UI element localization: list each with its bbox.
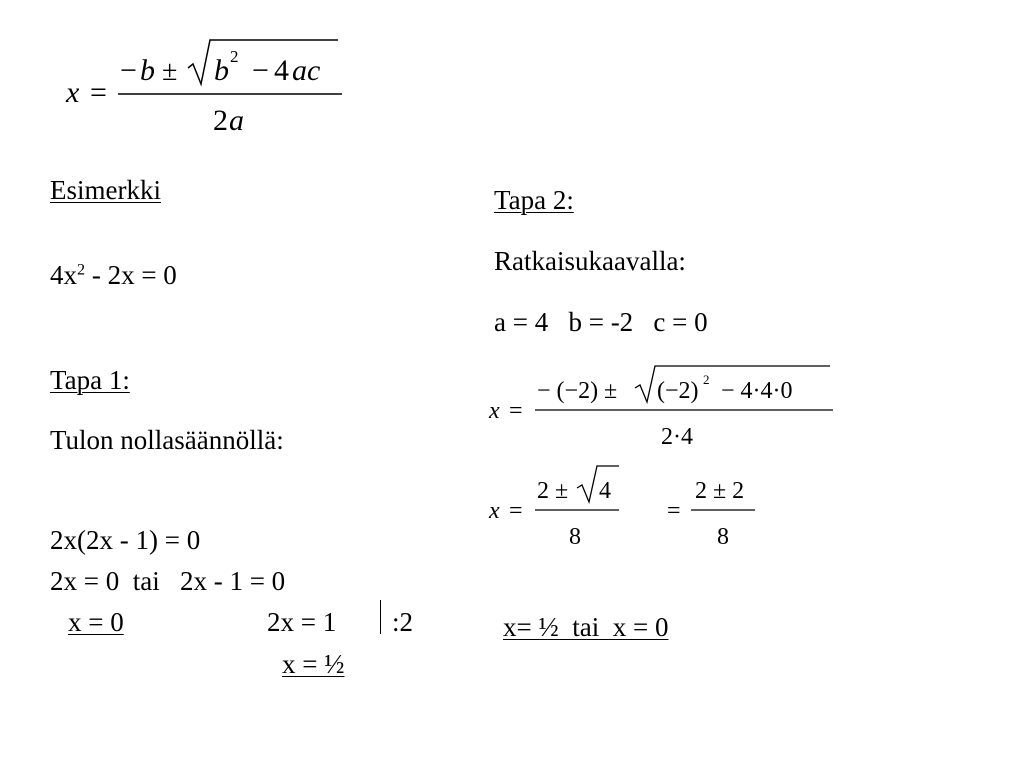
svg-text:2: 2 [703,372,710,387]
method2-heading: Tapa 2: [494,185,574,215]
coefficients: a = 4 b = -2 c = 0 [494,307,708,337]
simplified-formula [485,460,775,555]
svg-text:=: = [509,498,523,524]
svg-text:x: x [489,498,500,524]
svg-text:ac: ac [292,54,321,87]
method1-heading: Tapa 1: [50,365,130,395]
result-x-half: x = ½ [282,649,345,679]
svg-text:2 ± 2: 2 ± 2 [695,478,745,504]
svg-text:− (−2) ±: − (−2) ± [537,378,618,404]
step-2x-equals-1: 2x = 1 [267,607,337,637]
example-equation [50,259,177,291]
divide-by-two: :2 [392,607,414,637]
formula-lhs: x [66,76,80,109]
svg-text:8: 8 [717,524,729,550]
svg-text:−: − [120,54,137,87]
substituted-formula [485,360,845,455]
svg-text:=: = [509,398,523,424]
example-heading: Esimerkki [50,175,161,205]
divide-bar [380,600,381,634]
method1-description: Tulon nollasäännöllä: [50,425,284,455]
equation-suffix: - 2x = 0 [85,260,177,290]
result-x-zero: x = 0 [68,607,124,637]
svg-text:8: 8 [569,524,581,550]
step-factored: 2x(2x - 1) = 0 [50,525,201,555]
final-answer: x= ½ tai x = 0 [503,612,669,642]
svg-text:x: x [489,398,500,424]
svg-text:2: 2 [230,47,239,66]
svg-text:4: 4 [599,478,611,504]
svg-text:b: b [140,54,155,87]
svg-text:(−2): (−2) [657,378,699,404]
quadratic-formula [60,30,360,140]
svg-text:b: b [214,54,229,87]
svg-text:=: = [90,76,107,109]
svg-text:±: ± [162,56,178,87]
svg-text:2·4: 2·4 [661,424,693,450]
step-split: 2x = 0 tai 2x - 1 = 0 [50,566,286,596]
svg-text:− 4·4·0: − 4·4·0 [721,378,793,404]
svg-text:2 ±: 2 ± [537,478,569,504]
svg-text:2: 2 [213,104,228,137]
svg-text:−: − [252,54,269,87]
equation-prefix: 4x [50,260,77,290]
equation-exponent: 2 [77,260,86,279]
svg-text:4: 4 [274,54,289,87]
method2-description: Ratkaisukaavalla: [494,246,686,276]
svg-text:=: = [667,498,681,524]
svg-text:a: a [229,104,244,137]
